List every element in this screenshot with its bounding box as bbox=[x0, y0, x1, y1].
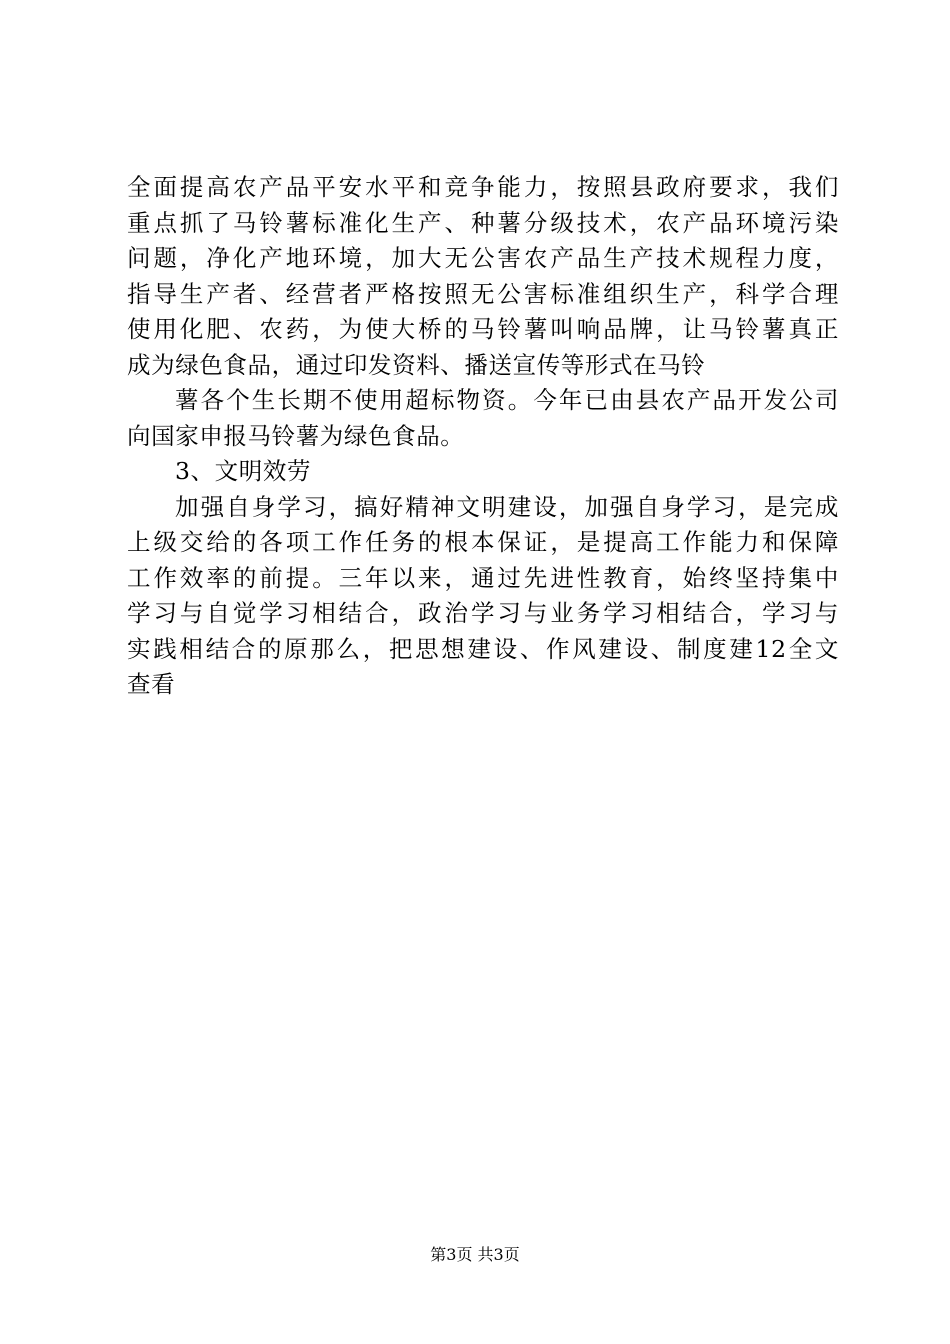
paragraph-line: 上级交给的各项工作任务的根本保证，是提高工作能力和保障 bbox=[127, 528, 839, 556]
page-number-footer: 第3页 共3页 bbox=[430, 1245, 520, 1264]
body-text bbox=[127, 170, 839, 703]
paragraph-line: 学习与自觉学习相结合，政治学习与业务学习相结合，学习与 bbox=[127, 599, 839, 627]
paragraph-line: 使用化肥、农药，为使大桥的马铃薯叫响品牌，让马铃薯真正 bbox=[127, 315, 839, 343]
paragraph-line: 全面提高农产品平安水平和竞争能力，按照县政府要求，我们 bbox=[127, 173, 839, 201]
paragraph-line: 薯各个生长期不使用超标物资。今年已由县农产品开发公司 bbox=[175, 386, 839, 414]
paragraph-line: 向国家申报马铃薯为绿色食品。 bbox=[127, 421, 465, 450]
paragraph-line: 成为绿色食品，通过印发资料、播送宣传等形式在马铃 bbox=[127, 350, 706, 379]
paragraph-line: 加强自身学习，搞好精神文明建设，加强自身学习，是完成 bbox=[175, 492, 839, 521]
paragraph-line: 实践相结合的原那么，把思想建设、作风建设、制度建12全文 bbox=[127, 634, 839, 663]
paragraph-line: 查看 bbox=[127, 670, 176, 698]
paragraph-line: 工作效率的前提。三年以来，通过先进性教育，始终坚持集中 bbox=[127, 563, 839, 592]
section-heading: 3、文明效劳 bbox=[175, 457, 312, 485]
paragraph-line: 重点抓了马铃薯标准化生产、种薯分级技术，农产品环境污染 bbox=[127, 208, 839, 237]
paragraph-line: 指导生产者、经营者严格按照无公害标准组织生产，科学合理 bbox=[127, 279, 839, 308]
paragraph-line: 问题，净化产地环境，加大无公害农产品生产技术规程力度， bbox=[127, 244, 839, 272]
